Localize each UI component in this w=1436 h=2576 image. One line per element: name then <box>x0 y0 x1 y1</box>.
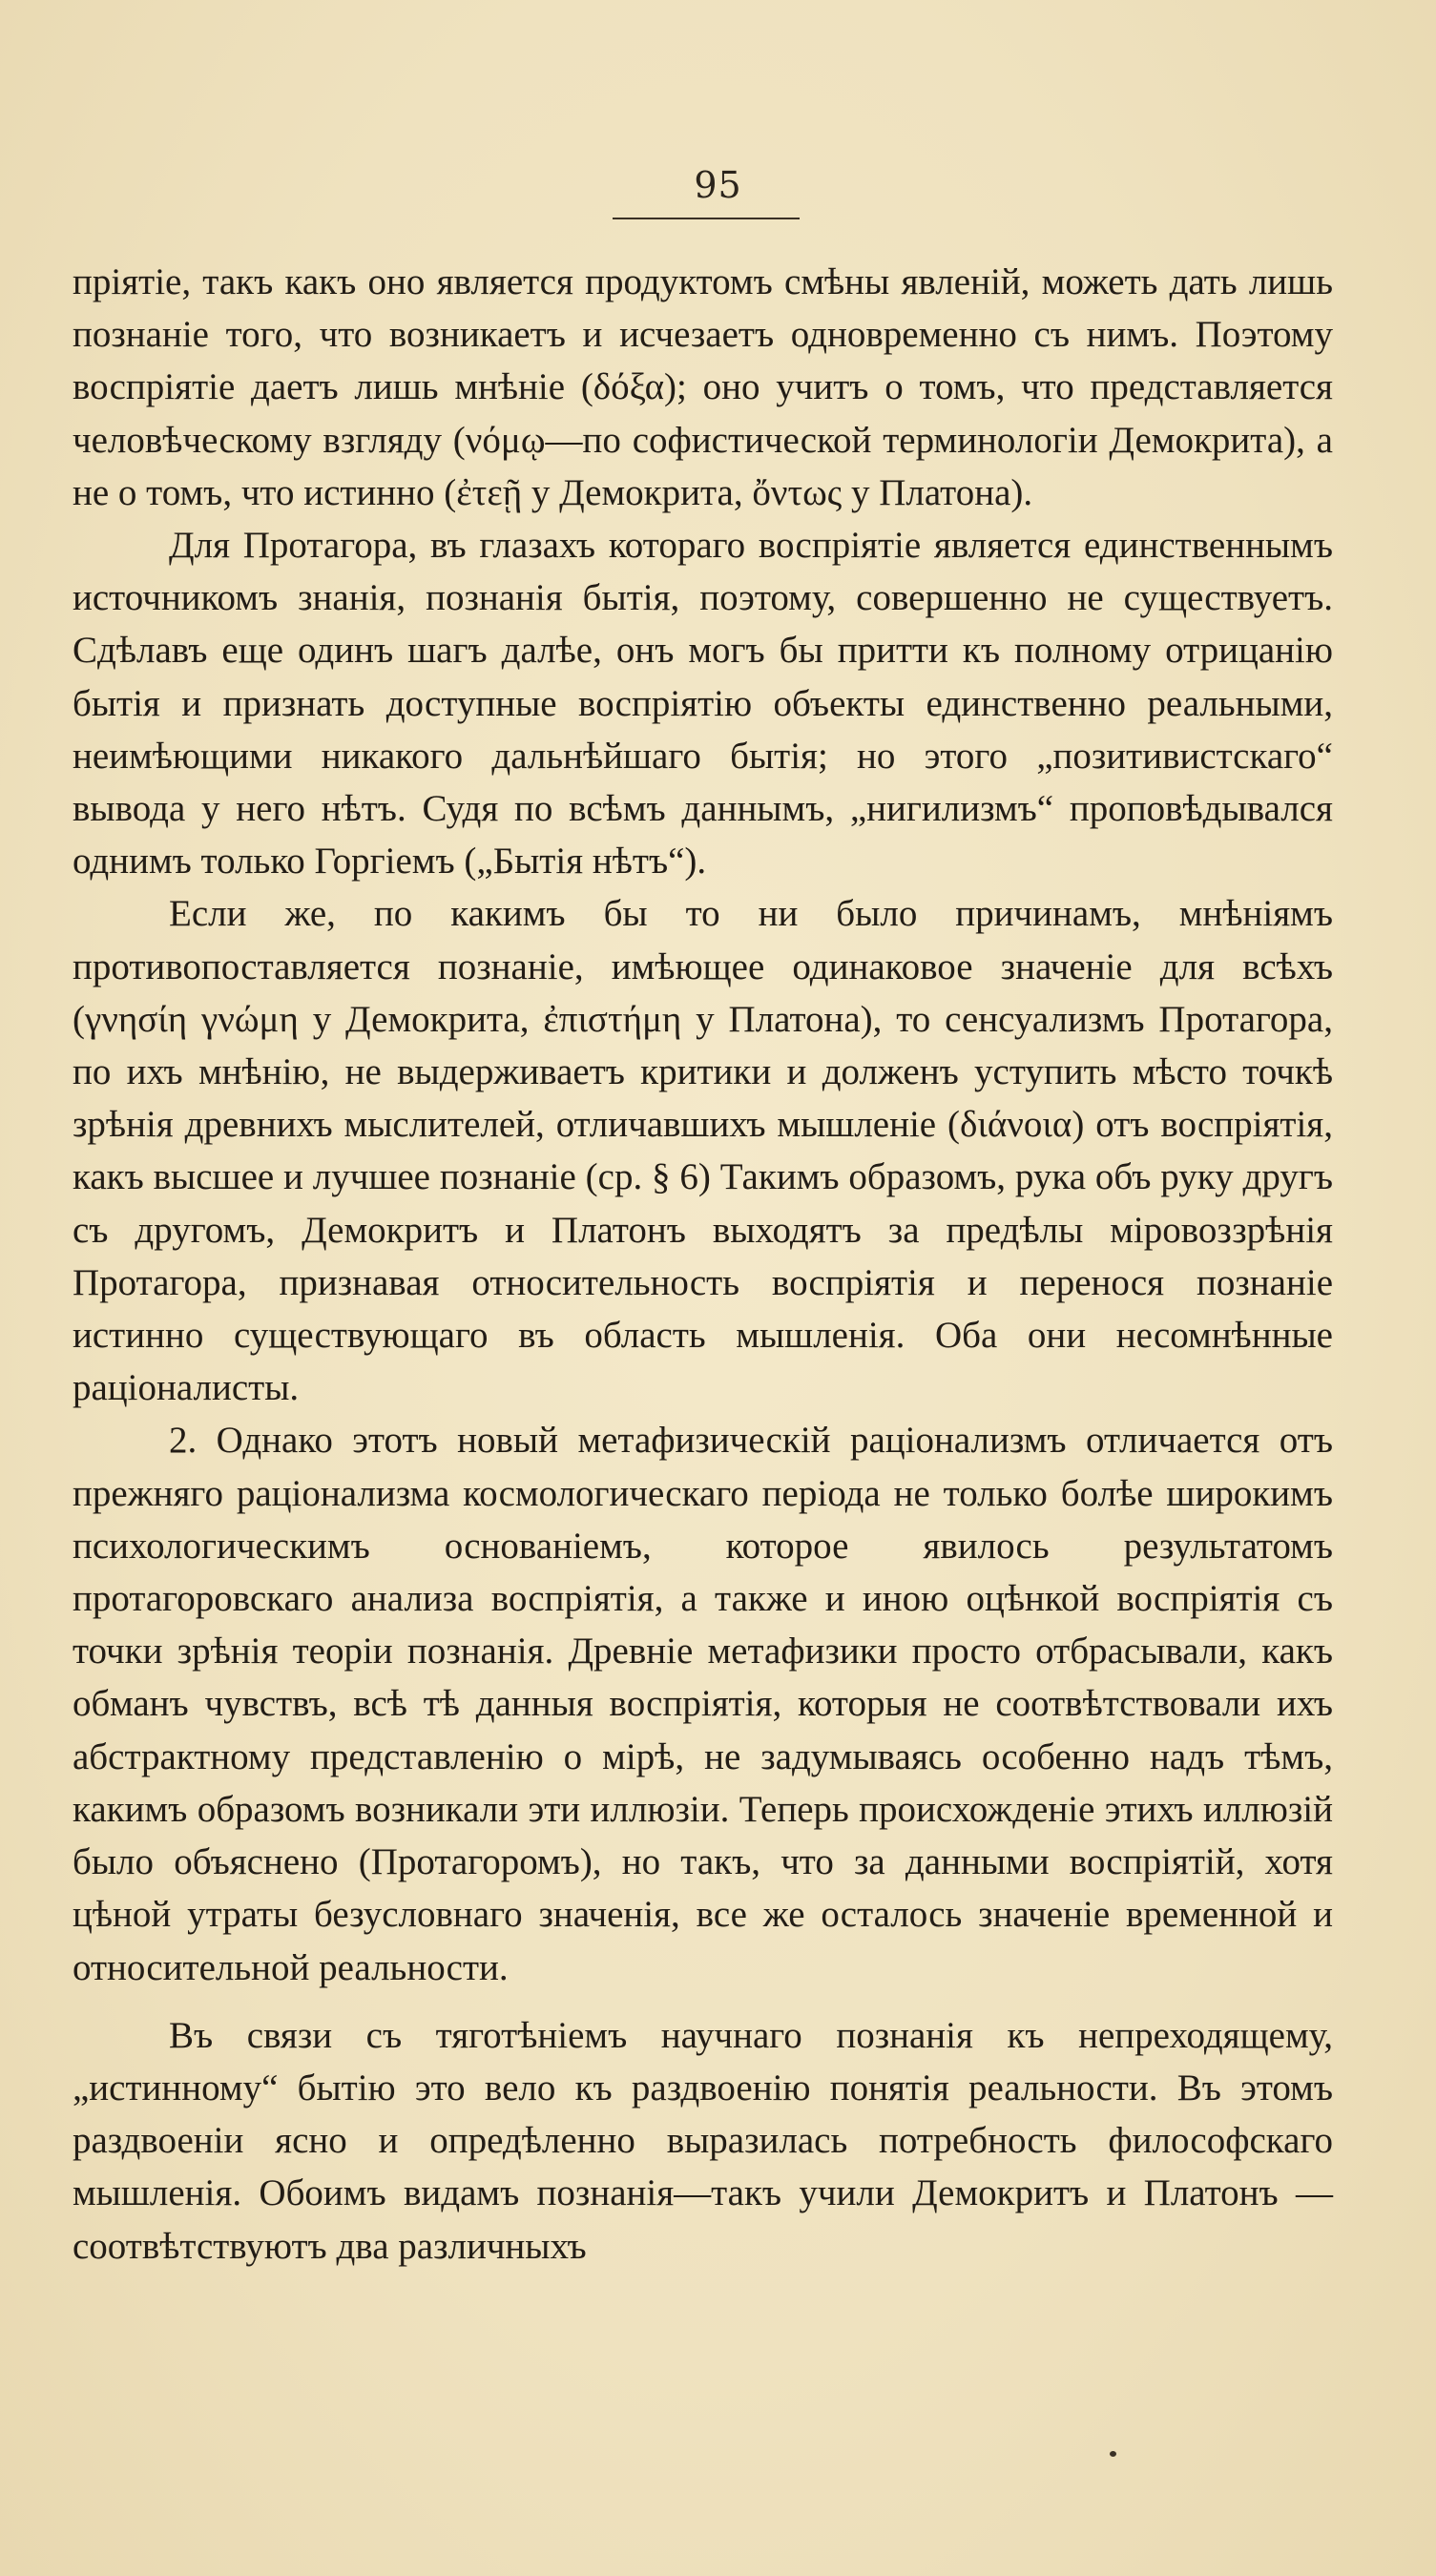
paragraph-1: прiятiе, такъ какъ оно является продуктомъ смѣны явленiй, можеть дать лишь познанiе того, что возникаетъ и исчезаетъ одновременно съ нимъ. Поэтому воспрiятiе даетъ лишь мнѣнiе (δόξα); оно учитъ о томъ, что представляется человѣческому взгляду (νόμῳ—по софистической терминологiи Демокрита), а не о томъ, что истинно (ἐτεῇ у Демокрита, ὄντως у Платона). <box>73 261 1333 513</box>
paragraph-5: Въ связи съ тяготѣнiемъ научнаго познанiя къ непреходящему, „истинному“ бытiю это вело къ раздвоенiю понятiя реальности. Въ этомъ раздвоенiи ясно и опредѣленно выразилась потребность философскаго мышленiя. Обоимъ видамъ познанiя—такъ учили Демокритъ и Платонъ — соотвѣтствуютъ два различныхъ <box>73 2014 1333 2267</box>
paragraph-2: Для Протагора, въ глазахъ котораго воспрiятiе является единственнымъ источникомъ знанiя, познанiя бытiя, поэтому, совершенно не существуетъ. Сдѣлавъ еще одинъ шагъ далѣе, онъ могъ бы притти къ полному отрицанiю бытiя и признать доступные воспрiятiю объекты единственно реальными, неимѣющими никакого дальнѣйшаго бытiя; но этого „позитивистскаго“ вывода у него нѣтъ. Судя по всѣмъ даннымъ, „нигилизмъ“ проповѣдывался однимъ только Горгiемъ („Бытiя нѣтъ“). <box>73 525 1333 883</box>
print-speck <box>1110 2451 1116 2457</box>
header-rule <box>613 218 800 219</box>
body-text <box>73 256 1333 2273</box>
paragraph-3: Если же, по какимъ бы то ни было причинамъ, мнѣнiямъ противопоставляется познанiе, имѣющее одинаковое значенiе для всѣхъ (γνησίη γνώμη у Демокрита, ἐπιστήμη у Платона), то сенсуализмъ Протагора, по ихъ мнѣнiю, не выдерживаетъ критики и долженъ уступить мѣсто точкѣ зрѣнiя древнихъ мыслителей, отличавшихъ мышленiе (διάνοια) отъ воспрiятiя, какъ высшее и лучшее познанiе (ср. § 6) Такимъ образомъ, рука объ руку другъ съ другомъ, Демокритъ и Платонъ выходятъ за предѣлы мiровоззрѣнiя Протагора, признавая относительность воспрiятiя и перенося познанiе истинно существующаго въ область мышленiя. Оба они несомнѣнные рацiоналисты. <box>73 893 1333 1409</box>
paragraph-4: 2. Однако этотъ новый метафизическiй рацiонализмъ отличается отъ прежняго рацiонализма космологическаго перiода не только болѣе широкимъ психологическимъ основанiемъ, которое явилось результатомъ протагоровскаго анализа воспрiятiя, а также и иною оцѣнкой воспрiятiя съ точки зрѣнiя теорiи познанiя. Древнiе метафизики просто отбрасывали, какъ обманъ чувствъ, всѣ тѣ данныя воспрiятiя, которыя не соотвѣтствовали ихъ абстрактному представленiю о мiрѣ, не задумываясь особенно надъ тѣмъ, какимъ образомъ возникали эти иллюзiи. Теперь происхожденiе этихъ иллюзiй было объяснено (Протагоромъ), но такъ, что за данными воспрiятiй, хотя цѣной утраты безусловнаго значенiя, все же осталось значенiе временной и относительной реальности. <box>73 1420 1333 1988</box>
page-number: 95 <box>694 164 742 206</box>
